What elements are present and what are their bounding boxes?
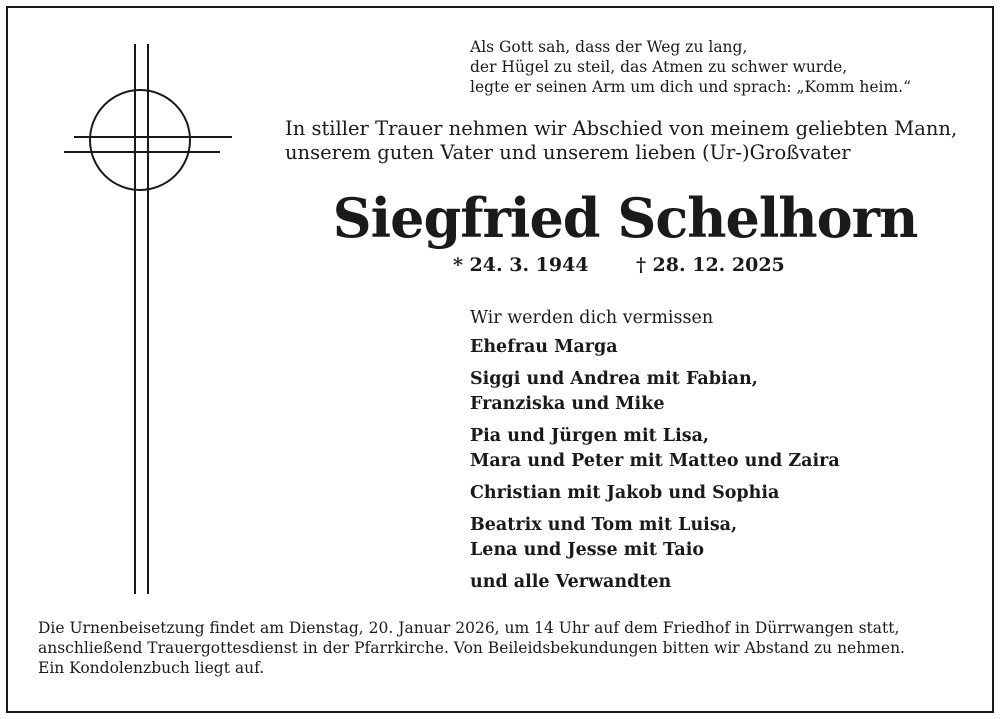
mourner-line: und alle Verwandten bbox=[470, 572, 672, 592]
mourner-group bbox=[470, 513, 970, 563]
birth-date: * 24. 3. 1944 bbox=[453, 254, 589, 276]
death-date: † 28. 12. 2025 bbox=[636, 254, 785, 276]
mourner-line: Mara und Peter mit Matteo und Zaira bbox=[470, 451, 840, 471]
mourner-group bbox=[470, 570, 970, 595]
poem-line: legte er seinen Arm um dich und sprach: „Komm heim.“ bbox=[470, 78, 912, 96]
poem-line: der Hügel zu steil, das Atmen zu schwer wurde, bbox=[470, 58, 848, 76]
notice-line: Ein Kondolenzbuch liegt auf. bbox=[38, 659, 265, 677]
mourner-group bbox=[470, 481, 970, 506]
intro-line: In stiller Trauer nehmen wir Abschied von meinem geliebten Mann, bbox=[285, 117, 958, 140]
mourner-line: Franziska und Mike bbox=[470, 394, 665, 414]
mourner-group bbox=[470, 367, 970, 417]
mourner-line: Siggi und Andrea mit Fabian, bbox=[470, 369, 758, 389]
mourners-list bbox=[470, 306, 970, 602]
funeral-notice bbox=[38, 618, 958, 678]
mourner-line: Lena und Jesse mit Taio bbox=[470, 540, 705, 560]
mourner-line: Christian mit Jakob und Sophia bbox=[470, 483, 780, 503]
notice-line: Die Urnenbeisetzung findet am Dienstag, 20. Januar 2026, um 14 Uhr auf dem Friedhof in Dürrwangen statt, bbox=[38, 619, 900, 637]
mourner-group bbox=[470, 424, 970, 474]
mourner-line: Ehefrau Marga bbox=[470, 337, 618, 357]
mourners-lead: Wir werden dich vermissen bbox=[470, 308, 714, 328]
deceased-name: Siegfried Schelhorn bbox=[332, 186, 918, 250]
mourner-line: Beatrix und Tom mit Luisa, bbox=[470, 515, 738, 535]
notice-line: anschließend Trauergottesdienst in der Pfarrkirche. Von Beileidsbekundungen bitten wir Abstand zu nehmen. bbox=[38, 639, 905, 657]
celtic-cross-icon bbox=[60, 44, 236, 596]
mourner-group bbox=[470, 335, 970, 360]
intro-line: unserem guten Vater und unserem lieben (Ur-)Großvater bbox=[285, 141, 851, 164]
memorial-poem bbox=[470, 37, 940, 97]
announcement-intro bbox=[285, 117, 985, 165]
poem-line: Als Gott sah, dass der Weg zu lang, bbox=[470, 38, 748, 56]
mourner-line: Pia und Jürgen mit Lisa, bbox=[470, 426, 710, 446]
